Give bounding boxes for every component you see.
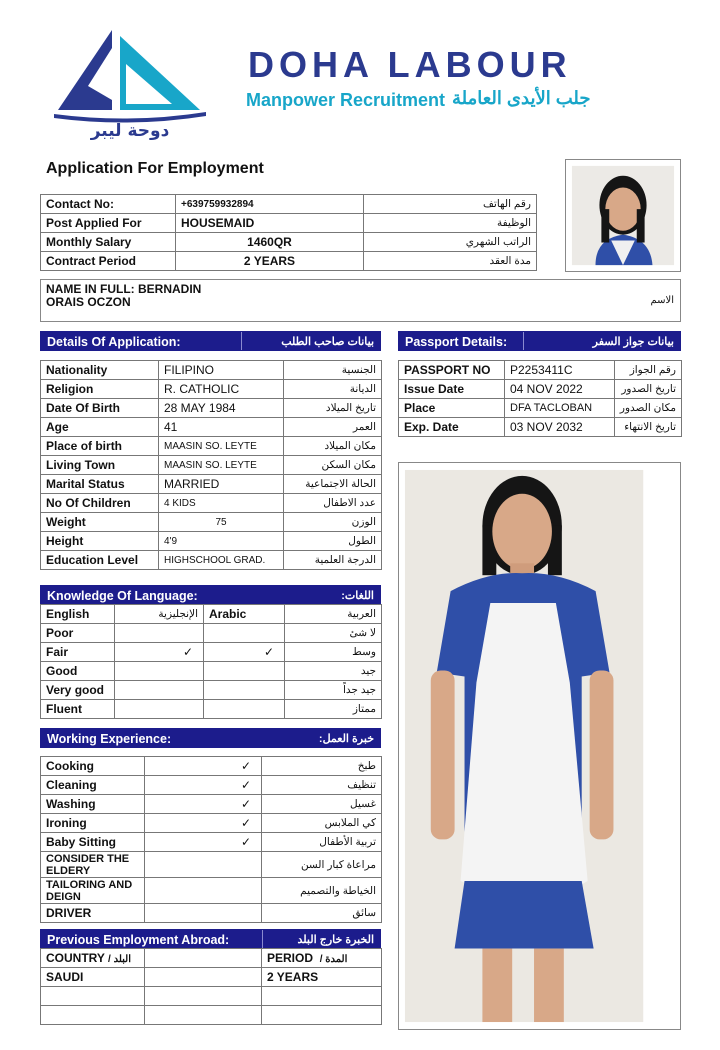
salary-label-ar: الراتب الشهري	[364, 233, 537, 252]
experience-check: ✓	[145, 814, 262, 833]
arabic-level-check	[204, 662, 285, 681]
post-label: Post Applied For	[41, 214, 176, 233]
experience-label-ar: غسيل	[262, 795, 382, 814]
contact-value: +639759932894	[176, 195, 364, 214]
previous-country: SAUDI	[41, 968, 145, 987]
contract-label: Contract Period	[41, 252, 176, 271]
english-level-check	[115, 681, 204, 700]
language-level-label-ar: لا شئ	[285, 624, 382, 643]
application-header-title: Details Of Application:	[47, 335, 181, 349]
passport-row	[399, 418, 682, 437]
country-column-header: COUNTRY / البلد	[41, 949, 145, 968]
application-value: FILIPINO	[159, 361, 284, 380]
language-header	[40, 585, 381, 605]
previous-employment-row	[41, 987, 382, 1006]
application-label-ar: الديانة	[284, 380, 382, 399]
applicant-photo-small	[566, 160, 680, 271]
application-header-title-ar: بيانات صاحب الطلب	[281, 336, 374, 348]
passport-label-ar: رقم الجواز	[615, 361, 682, 380]
experience-table	[40, 756, 382, 923]
experience-label-ar: كي الملابس	[262, 814, 382, 833]
application-label: No Of Children	[41, 494, 159, 513]
application-row	[41, 399, 382, 418]
experience-label-ar: طبخ	[262, 757, 382, 776]
experience-check	[145, 878, 262, 904]
passport-label-ar: تاريخ الصدور	[615, 380, 682, 399]
language-level-row	[41, 662, 382, 681]
language-level-label: Good	[41, 662, 115, 681]
english-level-check	[115, 662, 204, 681]
salary-value: 1460QR	[176, 233, 364, 252]
application-value: 41	[159, 418, 284, 437]
passport-label: PASSPORT NO	[399, 361, 505, 380]
application-value: HIGHSCHOOL GRAD.	[159, 551, 284, 570]
application-row	[41, 513, 382, 532]
experience-label-ar: تربية الأطفال	[262, 833, 382, 852]
previous-country	[41, 987, 145, 1006]
language-header-title: Knowledge Of Language:	[47, 589, 198, 603]
language-level-row	[41, 681, 382, 700]
passport-label: Place	[399, 399, 505, 418]
experience-label: DRIVER	[41, 904, 145, 923]
application-value: 28 MAY 1984	[159, 399, 284, 418]
application-row	[41, 380, 382, 399]
arabic-label-ar: العربية	[285, 605, 382, 624]
application-label: Religion	[41, 380, 159, 399]
experience-header	[40, 728, 381, 748]
application-row	[41, 475, 382, 494]
passport-header-title-ar: بيانات جواز السفر	[592, 336, 674, 348]
contract-value: 2 YEARS	[176, 252, 364, 271]
application-label: Education Level	[41, 551, 159, 570]
passport-value: DFA TACLOBAN	[505, 399, 615, 418]
passport-label: Exp. Date	[399, 418, 505, 437]
experience-check	[145, 904, 262, 923]
application-label: Weight	[41, 513, 159, 532]
experience-check: ✓	[145, 833, 262, 852]
passport-header-title: Passport Details:	[405, 335, 508, 349]
language-level-row	[41, 643, 382, 662]
previous-period: 2 YEARS	[262, 968, 382, 987]
english-level-check	[115, 624, 204, 643]
application-label: Marital Status	[41, 475, 159, 494]
application-table	[40, 360, 382, 570]
arabic-level-check	[204, 700, 285, 719]
previous-employment-title: Previous Employment Abroad:	[47, 933, 230, 947]
language-level-row	[41, 624, 382, 643]
language-level-label: Fluent	[41, 700, 115, 719]
application-value: MAASIN SO. LEYTE	[159, 456, 284, 475]
english-level-check	[115, 700, 204, 719]
passport-row	[399, 361, 682, 380]
application-label: Height	[41, 532, 159, 551]
previous-employment-row	[41, 1006, 382, 1025]
experience-header-title: Working Experience:	[47, 732, 172, 746]
passport-row	[399, 380, 682, 399]
full-name-line-1: NAME IN FULL: BERNADIN	[46, 282, 202, 296]
language-header-title-ar: اللغات:	[341, 590, 374, 602]
contact-label-ar: رقم الهاتف	[364, 195, 537, 214]
language-level-label: Poor	[41, 624, 115, 643]
experience-row	[41, 904, 382, 923]
application-label: Date Of Birth	[41, 399, 159, 418]
application-row	[41, 532, 382, 551]
application-header	[40, 331, 381, 351]
arabic-level-check	[204, 681, 285, 700]
previous-employment-header	[40, 929, 381, 949]
experience-row	[41, 833, 382, 852]
application-label: Living Town	[41, 456, 159, 475]
passport-value: 03 NOV 2032	[505, 418, 615, 437]
experience-label-ar: مراعاة كبار السن	[262, 852, 382, 878]
company-subtitle-arabic: جلب الأيدى العاملة	[452, 88, 591, 108]
experience-row	[41, 878, 382, 904]
passport-value: P2253411C	[505, 361, 615, 380]
passport-label-ar: مكان الصدور	[615, 399, 682, 418]
english-label: English	[41, 605, 115, 624]
logo-arabic-text: دوحة ليبر	[90, 121, 170, 140]
post-label-ar: الوظيفة	[364, 214, 537, 233]
page-title: Application For Employment	[46, 160, 264, 177]
experience-label: TAILORING AND DEIGN	[41, 878, 145, 904]
experience-check: ✓	[145, 795, 262, 814]
experience-label: Cooking	[41, 757, 145, 776]
application-label: Age	[41, 418, 159, 437]
experience-label: Washing	[41, 795, 145, 814]
language-level-label-ar: وسط	[285, 643, 382, 662]
experience-label: Ironing	[41, 814, 145, 833]
experience-check	[145, 852, 262, 878]
application-label-ar: الجنسية	[284, 361, 382, 380]
experience-label-ar: تنظيف	[262, 776, 382, 795]
full-name-line-2: ORAIS OCZON	[46, 295, 131, 309]
experience-label: Baby Sitting	[41, 833, 145, 852]
full-body-photo-frame	[398, 462, 681, 1030]
experience-label: CONSIDER THE ELDERY	[41, 852, 145, 878]
application-value: 75	[159, 513, 284, 532]
experience-row	[41, 795, 382, 814]
experience-row	[41, 776, 382, 795]
application-row	[41, 418, 382, 437]
application-value: MARRIED	[159, 475, 284, 494]
full-name-label-ar: الاسم	[650, 295, 674, 306]
application-label-ar: مكان السكن	[284, 456, 382, 475]
previous-period	[262, 987, 382, 1006]
application-value: 4'9	[159, 532, 284, 551]
application-row	[41, 437, 382, 456]
company-name: DOHA LABOUR	[248, 44, 572, 85]
application-row	[41, 456, 382, 475]
language-level-label: Very good	[41, 681, 115, 700]
experience-row	[41, 757, 382, 776]
application-label-ar: الدرجة العلمية	[284, 551, 382, 570]
application-value: R. CATHOLIC	[159, 380, 284, 399]
company-logo	[50, 28, 210, 140]
contact-table	[40, 194, 537, 271]
company-subtitle: Manpower Recruitment	[246, 90, 446, 110]
experience-check: ✓	[145, 757, 262, 776]
previous-employment-row	[41, 968, 382, 987]
name-box	[40, 279, 681, 322]
experience-check: ✓	[145, 776, 262, 795]
previous-country	[41, 1006, 145, 1025]
arabic-label: Arabic	[204, 605, 285, 624]
arabic-level-check: ✓	[204, 643, 285, 662]
contract-label-ar: مدة العقد	[364, 252, 537, 271]
previous-period	[262, 1006, 382, 1025]
english-level-check: ✓	[115, 643, 204, 662]
experience-row	[41, 814, 382, 833]
applicant-photo-full	[399, 463, 680, 1029]
language-level-row	[41, 700, 382, 719]
passport-label: Issue Date	[399, 380, 505, 399]
application-row	[41, 494, 382, 513]
language-level-label-ar: ممتاز	[285, 700, 382, 719]
experience-row	[41, 852, 382, 878]
passport-label-ar: تاريخ الانتهاء	[615, 418, 682, 437]
contact-label: Contact No:	[41, 195, 176, 214]
experience-header-title-ar: خبرة العمل:	[318, 733, 374, 745]
post-value: HOUSEMAID	[176, 214, 364, 233]
language-level-label-ar: جيد جداً	[285, 681, 382, 700]
application-label-ar: عدد الاطفال	[284, 494, 382, 513]
previous-employment-title-ar: الخبرة خارج البلد	[297, 934, 374, 946]
language-level-label-ar: جيد	[285, 662, 382, 681]
application-label-ar: العمر	[284, 418, 382, 437]
application-label-ar: مكان الميلاد	[284, 437, 382, 456]
application-label-ar: الطول	[284, 532, 382, 551]
application-label-ar: الوزن	[284, 513, 382, 532]
application-label-ar: الحالة الاجتماعية	[284, 475, 382, 494]
period-column-header: PERIOD / المدة	[262, 949, 382, 968]
passport-value: 04 NOV 2022	[505, 380, 615, 399]
english-label-ar: الإنجليزية	[115, 605, 204, 624]
arabic-level-check	[204, 624, 285, 643]
application-label: Place of birth	[41, 437, 159, 456]
language-table	[40, 604, 382, 719]
passport-row	[399, 399, 682, 418]
application-value: 4 KIDS	[159, 494, 284, 513]
experience-label-ar: الخياطة والتصميم	[262, 878, 382, 904]
experience-label-ar: سائق	[262, 904, 382, 923]
passport-header	[398, 331, 681, 351]
application-row	[41, 551, 382, 570]
application-label-ar: تاريخ الميلاد	[284, 399, 382, 418]
passport-photo-frame	[565, 159, 681, 272]
salary-label: Monthly Salary	[41, 233, 176, 252]
previous-employment-table	[40, 948, 382, 1025]
application-label: Nationality	[41, 361, 159, 380]
application-value: MAASIN SO. LEYTE	[159, 437, 284, 456]
language-level-label: Fair	[41, 643, 115, 662]
passport-table	[398, 360, 682, 437]
experience-label: Cleaning	[41, 776, 145, 795]
application-row	[41, 361, 382, 380]
